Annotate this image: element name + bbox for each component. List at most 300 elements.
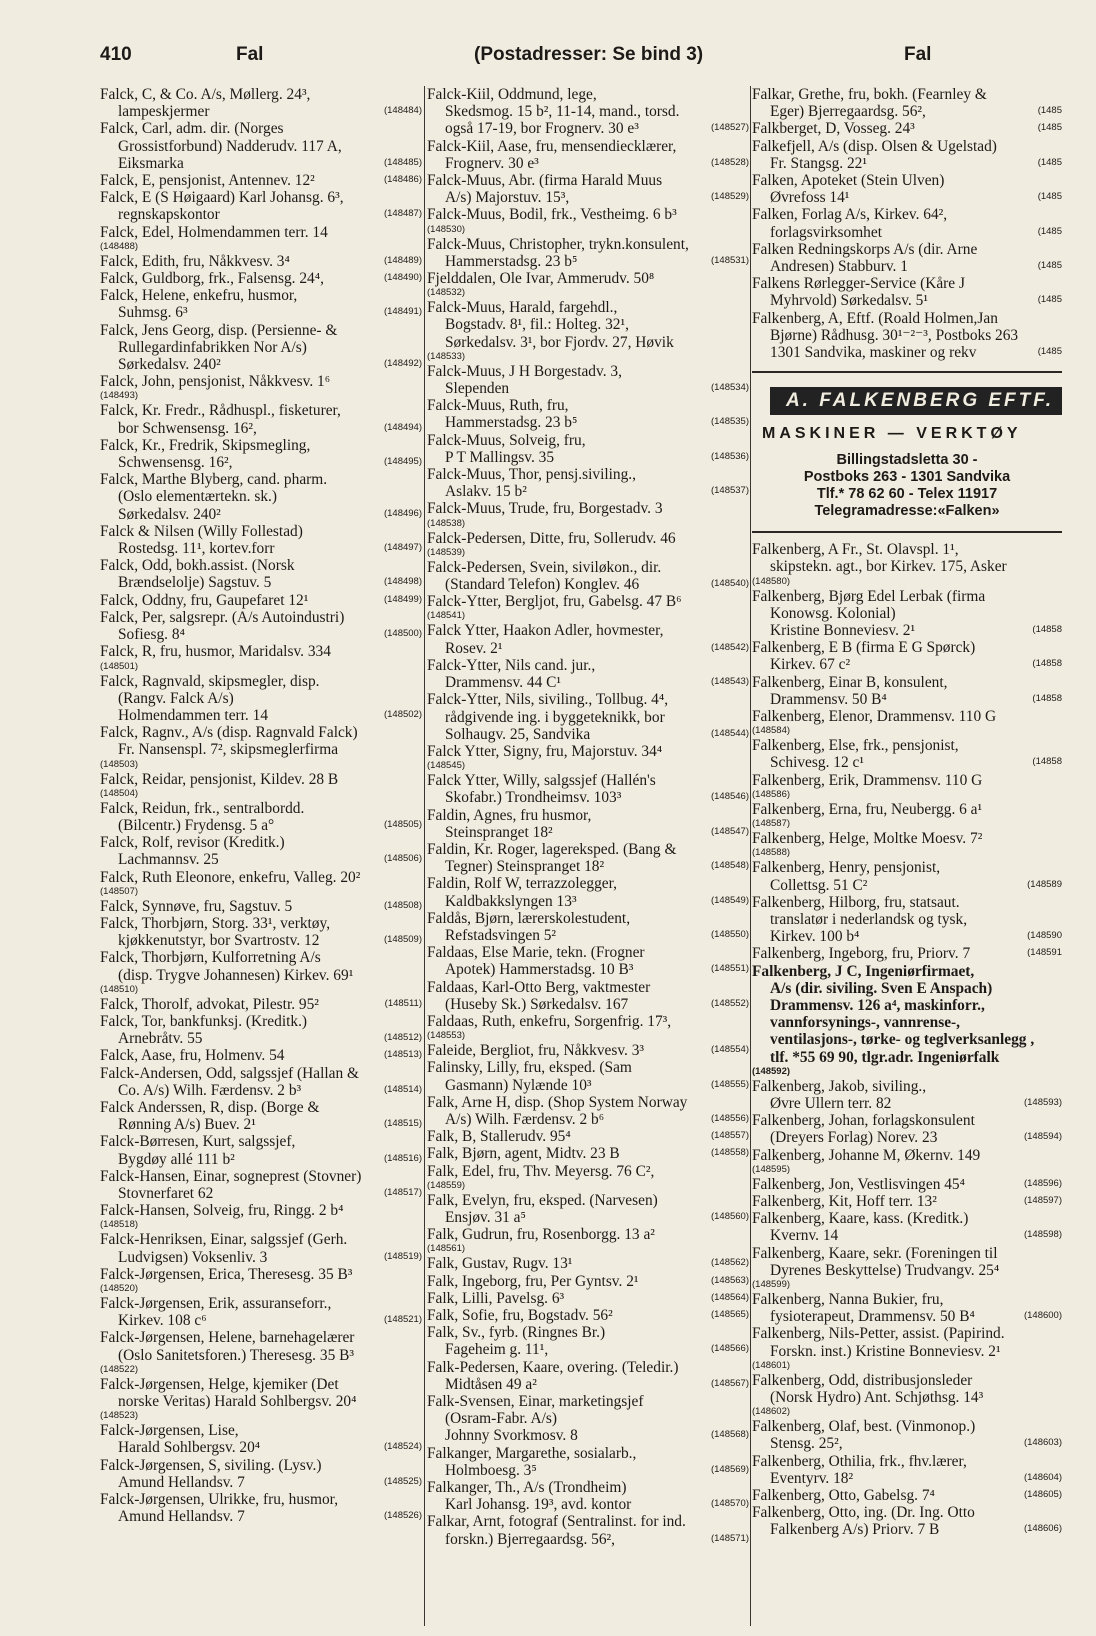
directory-entry: [100, 949, 422, 995]
directory-entry: [100, 1231, 422, 1265]
entry-continuation-line: (Standard Telefon) Konglev. 46: [445, 576, 640, 594]
directory-entry: [752, 1418, 1062, 1452]
directory-entry: [100, 592, 422, 609]
entry-continuation-line: forlagsvirksomhet: [770, 223, 882, 241]
directory-entry: [427, 1013, 749, 1042]
entry-name-line: Falkenberg, A Fr., St. Olavspl. 1¹,: [752, 541, 959, 559]
entry-number: (148537): [709, 482, 749, 499]
entry-continuation-line: Holmboesg. 3⁵: [445, 1461, 537, 1479]
entry-name-line: Falkanger, Th., A/s (Trondheim): [427, 1479, 627, 1497]
entry-name-line: Falck Anderssen, R, disp. (Borge &: [100, 1098, 320, 1116]
entry-name-line: Falkar, Grethe, fru, bokh. (Fearnley &: [752, 86, 987, 103]
ad-line: Tlf.* 78 62 60 - Telex 11917: [816, 486, 998, 503]
entry-number: (148492): [382, 355, 422, 372]
entry-number: (148497): [382, 539, 422, 556]
directory-entry: [427, 743, 749, 772]
entry-name-line: Falck-Muus, J H Borgestadv. 3,: [427, 362, 622, 380]
directory-entry: [427, 593, 749, 622]
entry-name-line: Falkberget, D, Vosseg. 24³: [752, 120, 915, 138]
entry-name-line: Falck-Muus, Harald, fargehdl.,: [427, 299, 618, 317]
entry-number: (148514): [382, 1081, 422, 1098]
entry-number: (148520): [100, 1283, 139, 1294]
entry-number: (148486): [382, 171, 422, 188]
entry-number: (148531): [709, 252, 749, 269]
entry-continuation-line: Apotek) Hammerstadsg. 10 B³: [445, 961, 634, 979]
entry-number: (148545): [427, 760, 466, 772]
directory-entry: [752, 1372, 1062, 1418]
directory-entry: [427, 299, 749, 363]
directory-entry: [427, 772, 749, 806]
entry-number: (148543): [709, 673, 749, 690]
directory-entry: [427, 1290, 749, 1307]
directory-entry: [752, 120, 1062, 137]
entry-number: (148522): [100, 1363, 139, 1375]
directory-entry: [100, 1295, 422, 1329]
entry-number: (14858: [1030, 621, 1062, 638]
entry-continuation-line: (Oslo Sanitetsforen.) Theresesg. 35 B³: [118, 1346, 354, 1364]
entry-name-line: Falkenberg, Ingeborg, fru, Priorv. 7: [752, 945, 971, 963]
entry-name-line: Falk, Bjørn, agent, Midtv. 23 B: [427, 1145, 620, 1163]
entry-name-line: Falkenberg, Helge, Moltke Moesv. 7²: [752, 830, 983, 848]
entry-continuation-line: Kaldbakkslyngen 13³: [445, 892, 577, 910]
column-divider: [424, 86, 425, 1626]
directory-entry: [427, 1324, 749, 1358]
entry-number: (148569): [709, 1461, 749, 1478]
directory-entry: [100, 673, 422, 725]
entry-number: (148530): [427, 223, 466, 235]
directory-entry: [427, 910, 749, 944]
directory-entry: [427, 841, 749, 875]
entry-continuation-line: Bygdøy allé 111 b²: [118, 1150, 235, 1168]
entry-continuation-line: Kirkev. 108 c⁶: [118, 1312, 207, 1330]
directory-entry: [752, 708, 1062, 737]
entry-name-line: Falken, Forlag A/s, Kirkev. 64²,: [752, 206, 948, 224]
entry-number: (148536): [709, 448, 749, 465]
entry-number: (148541): [427, 610, 466, 622]
entry-number: (148565): [709, 1306, 749, 1323]
entry-name-line: Falck, Kr. Fredr., Rådhuspl., fisketurer,: [100, 402, 341, 420]
entry-number: (148555): [709, 1076, 749, 1093]
directory-entry: [100, 800, 422, 834]
ad-tagline: MASKINER — VERKTØY: [762, 425, 1022, 443]
entry-number: (148487): [382, 205, 422, 222]
entry-continuation-line: Stensg. 25²,: [770, 1435, 843, 1453]
entry-name-line: Falkenberg, Elenor, Drammensv. 110 G: [752, 708, 997, 726]
ad-line: Billingstadsletta 30 -: [836, 452, 978, 469]
entry-number: (1485: [1036, 257, 1062, 274]
entry-continuation-line: forskn.) Bjerregaardsg. 56²,: [445, 1530, 616, 1548]
entry-continuation-line: Rosev. 2¹: [445, 639, 503, 657]
entry-number: (148584): [752, 725, 791, 737]
entry-number: (148495): [382, 453, 422, 470]
entry-continuation-line: Collettsg. 51 C²: [770, 876, 868, 894]
entry-continuation-line: Sørkedalsv. 240²: [118, 505, 221, 523]
entry-number: (148512): [382, 1029, 422, 1046]
entry-continuation-line: Dyrenes Beskyttelse) Trudvangv. 25⁴: [770, 1261, 1000, 1279]
falkenberg-advertisement: [752, 371, 1062, 533]
entry-name-line: Falkenberg, E B (firma E G Spørck): [752, 639, 976, 657]
entry-name-line: Falkenberg, Erna, fru, Neubergg. 6 a¹: [752, 800, 983, 818]
directory-entry: [100, 609, 422, 643]
entry-number: (148589: [1025, 876, 1062, 893]
entry-number: (148494): [382, 419, 422, 436]
entry-number: (148566): [709, 1340, 749, 1357]
entry-name-line: Faldin, Agnes, fru husmor,: [427, 806, 592, 824]
entry-continuation-line: P T Mallingsv. 35: [445, 448, 555, 466]
directory-entry: [427, 206, 749, 235]
entry-number: (148515): [382, 1115, 422, 1132]
entry-number: (148603): [1022, 1434, 1062, 1451]
directory-entry: [100, 1168, 422, 1202]
directory-entry: [427, 1192, 749, 1226]
entry-continuation-line: Tegner) Steinspranget 18²: [445, 858, 605, 876]
page-number: 410: [100, 44, 132, 65]
entry-name-line: Falkenberg, Jon, Vestlisvingen 45⁴: [752, 1175, 965, 1193]
entry-number: (148568): [709, 1426, 749, 1443]
entry-name-line: Falkenberg, Erik, Drammensv. 110 G: [752, 771, 983, 789]
entry-number: (148534): [709, 379, 749, 396]
column-divider: [750, 86, 751, 1626]
directory-entry: [100, 996, 422, 1013]
entry-name-line: Falck-Andersen, Odd, salgssjef (Hallan &: [100, 1064, 360, 1082]
entry-continuation-line: Skedsmog. 15 b², 11-14, mand., torsd.: [445, 103, 680, 121]
directory-entry: [752, 1504, 1062, 1538]
directory-entry: [752, 241, 1062, 275]
entry-number: (148561): [427, 1243, 466, 1255]
entry-number: (148586): [752, 788, 791, 800]
directory-entry: [427, 1145, 749, 1162]
entry-number: (148506): [382, 850, 422, 867]
entry-name-line: Faldaas, Else Marie, tekn. (Frogner: [427, 944, 645, 962]
entry-continuation-line: (Rangv. Falck A/s): [118, 689, 234, 707]
entry-number: (148488): [100, 240, 139, 252]
entry-name-line: Falck-Muus, Abr. (firma Harald Muus: [427, 172, 663, 190]
ad-line: Telegramadresse:«Falken»: [814, 503, 1000, 520]
entry-number: (1485: [1036, 119, 1062, 136]
entry-continuation-line: Refstadsvingen 5²: [445, 926, 557, 944]
directory-entry: [427, 236, 749, 270]
directory-entry: [752, 859, 1062, 893]
entry-number: (148539): [427, 546, 466, 558]
entry-name-line: Faldås, Bjørn, lærerskolestudent,: [427, 909, 631, 927]
entry-number: (148529): [709, 188, 749, 205]
entry-number: (148557): [709, 1127, 749, 1144]
entry-number: (148556): [709, 1110, 749, 1127]
entry-number: (148485): [382, 154, 422, 171]
entry-continuation-line: 1301 Sandvika, maskiner og rekv: [770, 344, 977, 362]
directory-entry: [427, 875, 749, 909]
directory-entry: [752, 772, 1062, 801]
entry-continuation-line: Rullegardinfabrikken Nor A/s): [118, 338, 307, 356]
entry-continuation-line: Bjørne) Rådhusg. 30¹⁻²⁻³, Postboks 263: [770, 326, 1019, 344]
header-center: (Postadresser: Se bind 3): [474, 44, 704, 65]
entry-number: (148503): [100, 758, 139, 770]
entry-continuation-line: Karl Johansg. 19³, avd. kontor: [445, 1496, 632, 1514]
entry-number: (148552): [709, 995, 749, 1012]
entry-continuation-line: Bogstadv. 8¹, fil.: Holteg. 32¹,: [445, 316, 629, 334]
entry-name-line: Falck & Nilsen (Willy Follestad): [100, 522, 303, 540]
entry-number: (148553): [427, 1030, 466, 1042]
directory-entry: [427, 657, 749, 691]
entry-continuation-line: regnskapskontor: [118, 206, 220, 224]
entry-name-line: Falck, Carl, adm. dir. (Norges: [100, 120, 284, 138]
entry-number: (1485: [1036, 154, 1062, 171]
directory-entry: [100, 915, 422, 949]
entry-name-line: Falinsky, Lilly, fru, eksped. (Sam: [427, 1059, 632, 1077]
entry-continuation-line: Amund Hellandsv. 7: [118, 1508, 245, 1526]
directory-entry: [427, 622, 749, 656]
entry-name-line: Falck, Reidun, frk., sentralbordd.: [100, 799, 305, 817]
entry-name-line: Falkefjell, A/s (disp. Olsen & Ugelstad): [752, 137, 997, 155]
entry-name-line: Falck, Helene, enkefru, husmor,: [100, 287, 298, 305]
directory-entry: [427, 1479, 749, 1513]
directory-entry: [100, 1047, 422, 1064]
directory-entry: [100, 86, 422, 120]
entry-continuation-line: Harald Sohlbergsv. 20⁴: [118, 1439, 261, 1457]
entry-number: (148546): [709, 788, 749, 805]
entry-name-line: Falk, Sv., fyrb. (Ringnes Br.): [427, 1324, 606, 1342]
entry-continuation-line: Brændselolje) Sagstuv. 5: [118, 574, 272, 592]
entry-continuation-line: Johnny Svorkmosv. 8: [445, 1427, 578, 1445]
entry-continuation-line: Drammensv. 44 C¹: [445, 674, 562, 692]
entry-continuation-line: (Dreyers Forlag) Norev. 23: [770, 1129, 938, 1147]
entry-number: (148532): [427, 287, 466, 299]
directory-entry: [427, 432, 749, 466]
directory-entry: [752, 275, 1062, 309]
entry-continuation-line: Lachmannsv. 25: [118, 851, 219, 869]
entry-name-line: Falck, Kr., Fredrik, Skipsmegling,: [100, 436, 311, 454]
directory-entry: [427, 1226, 749, 1255]
entry-name-line: Falck-Kiil, Oddmund, lege,: [427, 86, 597, 103]
entry-number: (148550): [709, 926, 749, 943]
entry-name-line: Falck-Muus, Trude, fru, Borgestadv. 3: [427, 500, 663, 518]
directory-entry: [752, 639, 1062, 673]
entry-number: (148505): [382, 816, 422, 833]
directory-entry: [752, 86, 1062, 120]
entry-number: (148528): [709, 154, 749, 171]
entry-number: (148509): [382, 931, 422, 948]
entry-name-line: Falck-Muus, Bodil, frk., Vestheimg. 6 b³: [427, 206, 677, 224]
entry-name-line: Falck-Jørgensen, Helene, barnehagelærer: [100, 1329, 355, 1347]
directory-entry: [752, 1453, 1062, 1487]
directory-entry: [427, 1042, 749, 1059]
directory-entry: [100, 1457, 422, 1491]
entry-continuation-line: Kirkev. 67 c²: [770, 656, 851, 674]
entry-continuation-line: (Oslo elementærtekn. sk.): [118, 488, 278, 506]
entry-name-line: Falck-Jørgensen, S, siviling. (Lysv.): [100, 1456, 322, 1474]
entry-number: (148560): [709, 1208, 749, 1225]
directory-entry: [427, 138, 749, 172]
header-right-word: Fal: [904, 44, 932, 65]
directory-entry: [427, 807, 749, 841]
entry-number: (148590: [1025, 927, 1062, 944]
entry-number: (148507): [100, 885, 139, 897]
directory-entry: [100, 120, 422, 172]
entry-continuation-line: Falkenberg A/s) Priorv. 7 B: [770, 1521, 940, 1539]
entry-number: (148484): [382, 102, 422, 119]
entry-number: (148500): [382, 625, 422, 642]
directory-entry: [752, 945, 1062, 962]
directory-entry: [100, 1099, 422, 1133]
entry-number: (148591: [1025, 944, 1062, 961]
directory-entry: [752, 737, 1062, 771]
entry-number: (148549): [709, 892, 749, 909]
directory-entry: [427, 944, 749, 978]
directory-entry: [752, 1210, 1062, 1244]
entry-continuation-line: Andresen) Stabburv. 1: [770, 258, 908, 276]
entry-number: (148508): [382, 897, 422, 914]
directory-entry: [100, 898, 422, 915]
entry-continuation-line: Ludvigsen) Voksenliv. 3: [118, 1248, 268, 1266]
entry-continuation-line: Solhaugv. 25, Sandvika: [445, 725, 591, 743]
entry-name-line: Falkenberg, Nils-Petter, assist. (Papirind.: [752, 1325, 1005, 1343]
directory-entry: [752, 1112, 1062, 1146]
directory-entry: [752, 894, 1062, 946]
entry-name-line: Falk, Evelyn, fru, eksped. (Narvesen): [427, 1191, 658, 1209]
entry-continuation-line: Fr. Stangsg. 22¹: [770, 154, 867, 172]
entry-number: (1485: [1036, 291, 1062, 308]
entry-number: (148592): [752, 1065, 791, 1077]
entry-continuation-line: Rønning A/s) Buev. 2¹: [118, 1116, 256, 1134]
entry-number: (148510): [100, 983, 139, 995]
entry-name-line: Falck, Oddny, fru, Gaupefaret 12¹: [100, 591, 309, 609]
entry-number: (148518): [100, 1219, 139, 1231]
entry-number: (148491): [382, 303, 422, 320]
directory-entry: [100, 771, 422, 800]
entry-continuation-line: Forskn. inst.) Kristine Bonneviesv. 2¹: [770, 1342, 1001, 1360]
entry-name-line: Falkenberg, Johan, forlagskonsulent: [752, 1112, 975, 1130]
entry-name-line: Falkenberg, Othilia, frk., fhv.lærer,: [752, 1452, 967, 1470]
entry-name-line: Falck, E (S Høigaard) Karl Johansg. 6³,: [100, 189, 344, 207]
directory-entry: [100, 224, 422, 253]
entry-continuation-line: Kvernv. 14: [770, 1227, 839, 1245]
header-left-word: Fal: [236, 44, 264, 65]
entry-name-line: Falk, Gudrun, fru, Rosenborgg. 13 a²: [427, 1226, 655, 1244]
entry-number: (148567): [709, 1375, 749, 1392]
entry-number: (148498): [382, 573, 422, 590]
entry-number: (1485: [1036, 102, 1062, 119]
column-3-bottom: [752, 541, 1062, 1538]
directory-entry: [100, 1329, 422, 1375]
entry-number: (148501): [100, 660, 139, 672]
entry-name-line: Falkenberg, Olaf, best. (Vinmonop.): [752, 1418, 976, 1436]
entry-name-line: Falck-Ytter, Nils, siviling., Tollbug. 4⁴,: [427, 691, 669, 709]
entry-continuation-line: Eventyrv. 18²: [770, 1469, 854, 1487]
entry-name-line: Falck-Ytter, Nils cand. jur.,: [427, 656, 596, 674]
entry-continuation-line: Holmendammen terr. 14: [118, 706, 269, 724]
entry-continuation-line: Slependen: [445, 380, 510, 398]
entry-continuation-line: (Norsk Hydro) Ant. Schjøthsg. 14³: [770, 1388, 984, 1406]
entry-name-line: Falck-Jørgensen, Erik, assuranseforr.,: [100, 1295, 332, 1312]
entry-name-line: Faldin, Rolf W, terrazzolegger,: [427, 875, 617, 893]
entry-name-line: Falk, Ingeborg, fru, Per Gyntsv. 2¹: [427, 1272, 639, 1290]
entry-name-line: Falck Ytter, Haakon Adler, hovmester,: [427, 622, 664, 640]
entry-name-line: Falck-Børresen, Kurt, salgssjef,: [100, 1133, 296, 1151]
entry-number: (148499): [382, 591, 422, 608]
entry-continuation-line: Kirkev. 100 b⁴: [770, 928, 860, 946]
entry-name-line: Falck-Muus, Christopher, trykn.konsulent,: [427, 235, 689, 253]
entry-continuation-line: Steinspranget 18²: [445, 823, 553, 841]
entry-continuation-line: Co. A/s) Wilh. Færdensv. 2 b³: [118, 1081, 302, 1099]
entry-number: (148587): [752, 818, 791, 830]
entry-continuation-line: vannforsynings-, vannrense-,: [770, 1014, 960, 1032]
entry-number: (148548): [709, 857, 749, 874]
entry-name-line: Falken, Apoteket (Stein Ulven): [752, 172, 945, 190]
column-3: [752, 86, 1062, 1626]
entry-name-line: Falck-Jørgensen, Lise,: [100, 1422, 239, 1440]
entry-continuation-line: Sørkedalsv. 240²: [118, 356, 221, 374]
directory-entry: [752, 1193, 1062, 1210]
entry-continuation-line: A/s) Wilh. Færdensv. 2 b⁶: [445, 1110, 605, 1128]
directory-entry: [100, 287, 422, 321]
entry-number: (148554): [709, 1041, 749, 1058]
entry-number: (148502): [382, 706, 422, 723]
entry-name-line: Falkenberg, Hilborg, fru, statsaut.: [752, 893, 960, 911]
directory-entry: [427, 1307, 749, 1324]
directory-entry: [752, 310, 1062, 362]
entry-continuation-line: Øvrefoss 14¹: [770, 189, 850, 207]
entry-name-line: Falck-Muus, Solveig, fru,: [427, 431, 586, 449]
directory-entry: [100, 557, 422, 591]
entry-continuation-line: Eiksmarka: [118, 154, 184, 172]
entry-number: (148580): [752, 575, 791, 587]
entry-name-line: Falken Redningskorps A/s (dir. Arne: [752, 240, 978, 258]
entry-number: (148504): [100, 787, 139, 799]
directory-entry: [427, 172, 749, 206]
directory-entry: [752, 674, 1062, 708]
entry-number: (148519): [382, 1248, 422, 1265]
directory-entry: [427, 691, 749, 743]
entry-name-line: Falck, Per, salgsrepr. (A/s Autoindustri): [100, 608, 345, 626]
entry-name-line: Falck-Muus, Ruth, fru,: [427, 397, 569, 415]
entry-number: (14858: [1030, 690, 1062, 707]
entry-name-line: Falck, Edith, fru, Nåkkvesv. 3⁴: [100, 252, 290, 270]
entry-name-line: Falck Ytter, Signy, fru, Majorstuv. 34⁴: [427, 742, 663, 760]
entry-number: (148602): [752, 1406, 791, 1418]
entry-continuation-line: Aslakv. 15 b²: [445, 483, 527, 501]
entry-name-line: Falck, Thorbjørn, Storg. 33¹, verktøy,: [100, 914, 331, 932]
directory-entry: [752, 541, 1062, 587]
entry-number: (148511): [383, 995, 422, 1012]
entry-continuation-line: (disp. Trygve Johannesen) Kirkev. 69¹: [118, 966, 354, 984]
entry-number: (148601): [752, 1359, 791, 1371]
entry-number: (148598): [1022, 1226, 1062, 1243]
entry-name-line: Falck, Aase, fru, Holmenv. 54: [100, 1047, 285, 1065]
entry-name-line: Falck-Hansen, Einar, sogneprest (Stovner): [100, 1167, 362, 1185]
directory-entry: [427, 1393, 749, 1445]
entry-continuation-line: Amund Hellandsv. 7: [118, 1473, 245, 1491]
entry-name-line: Falck, Tor, bankfunksj. (Kreditk.): [100, 1012, 308, 1030]
directory-entry: [427, 1255, 749, 1272]
directory-entry: [752, 1176, 1062, 1193]
directory-entry: [752, 1078, 1062, 1112]
directory-entry: [752, 1291, 1062, 1325]
entry-continuation-line: fysioterapeut, Drammensv. 50 B⁴: [770, 1308, 975, 1326]
entry-number: (148563): [709, 1272, 749, 1289]
directory-entry: [427, 86, 749, 138]
entry-continuation-line: Stovnerfaret 62: [118, 1184, 214, 1202]
entry-name-line: Falkenberg, Otto, Gabelsg. 7⁴: [752, 1487, 935, 1504]
entry-number: (148489): [382, 252, 422, 269]
entry-name-line: Falck, John, pensjonist, Nåkkvesv. 1⁶: [100, 373, 331, 391]
entry-name-line: Falck, Guldborg, frk., Falsensg. 24⁴,: [100, 270, 324, 288]
directory-entry: [100, 1491, 422, 1525]
entry-name-line: Falck, Ruth Eleonore, enkefru, Valleg. 20²: [100, 868, 361, 886]
entry-name-line: Falck, Reidar, pensjonist, Kildev. 28 B: [100, 770, 339, 788]
entry-continuation-line: (Huseby Sk.) Sørkedalsv. 167: [445, 995, 629, 1013]
entry-number: (148558): [709, 1144, 749, 1161]
entry-number: (148595): [752, 1163, 791, 1175]
